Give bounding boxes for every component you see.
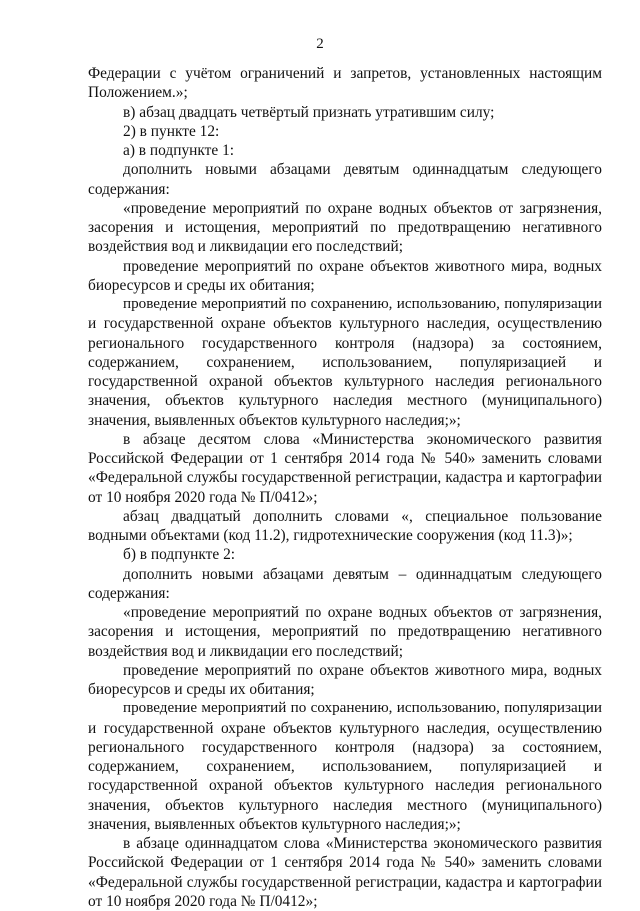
text-line: биоресурсов и среды их обитания; [88, 681, 315, 698]
text-line: значения, выявленных объектов культурного наследия;»; [88, 411, 461, 429]
text-line: от 10 ноября 2020 года № П/0412»; [88, 892, 318, 910]
text-line: «Федеральной службы государственной регистрации, кадастра и картографии [88, 469, 602, 487]
text-line: содержанием, сохранением, использованием, популяризацией и [88, 758, 602, 775]
text-line: биоресурсов и среды их обитания; [88, 276, 315, 294]
text-line: 2) в пункте 12: [123, 122, 220, 140]
text-line: значения, объектов культурного наследия местного (муниципального) [88, 392, 602, 410]
text-line: проведение мероприятий по сохранению, использованию, популяризации [123, 296, 602, 312]
text-line: и государственной охране объектов культурного наследия, осуществлению [88, 719, 602, 737]
text-line: в абзаце десятом слова «Министерства экономического развития [123, 430, 602, 448]
text-line: проведение мероприятий по охране объектов животного мира, водных [123, 257, 602, 275]
text-line: содержания: [88, 584, 170, 602]
text-line: значения, объектов культурного наследия местного (муниципального) [88, 796, 602, 814]
text-line: от 10 ноября 2020 года № П/0412»; [88, 488, 318, 506]
text-line: дополнить новыми абзацами девятым одиннадцатым следующего [123, 161, 602, 179]
text-line: засорения и истощения, мероприятий по предотвращению негативного [88, 623, 602, 641]
text-line: «Федеральной службы государственной регистрации, кадастра и картографии [88, 873, 602, 891]
text-line: дополнить новыми абзацами девятым – одиннадцатым следующего [123, 565, 602, 583]
text-line: засорения и истощения, мероприятий по предотвращению негативного [88, 219, 602, 236]
text-line: в абзаце одиннадцатом слова «Министерства экономического развития [123, 835, 602, 852]
text-line: содержания: [88, 180, 170, 198]
text-line: «проведение мероприятий по охране водных объектов от загрязнения, [123, 199, 602, 217]
text-line: «проведение мероприятий по охране водных объектов от загрязнения, [123, 604, 602, 621]
text-line: Российской Федерации от 1 сентября 2014 года № 540» заменить словами [88, 854, 602, 872]
text-line: Российской Федерации от 1 сентября 2014 года № 540» заменить словами [88, 450, 602, 467]
text-line: Федерации с учётом ограничений и запретов, установленных настоящим [88, 65, 602, 82]
text-line: проведение мероприятий по сохранению, использованию, популяризации [123, 700, 602, 717]
document-body [88, 64, 602, 911]
text-line: б) в подпункте 2: [123, 546, 236, 564]
text-line: регионального государственного контроля (надзора) за состоянием, [88, 334, 602, 352]
text-line: содержанием, сохранением, использованием, популяризацией и [88, 353, 602, 371]
text-line: воздействия вод и ликвидации его последствий; [88, 238, 403, 256]
text-line: в) абзац двадцать четвёртый признать утратившим силу; [123, 103, 495, 121]
text-line: а) в подпункте 1: [123, 142, 235, 159]
page-number: 2 [316, 36, 324, 52]
text-line: проведение мероприятий по охране объектов животного мира, водных [123, 661, 602, 679]
text-line: и государственной охране объектов культурного наследия, осуществлению [88, 315, 602, 333]
text-line: значения, выявленных объектов культурного наследия;»; [88, 815, 461, 833]
text-line: воздействия вод и ликвидации его последствий; [88, 642, 403, 660]
text-line: государственной охраной объектов культурного наследия регионального [88, 373, 602, 390]
text-line: абзац двадцатый дополнить словами «, специальное пользование [123, 507, 602, 525]
text-line: регионального государственного контроля (надзора) за состоянием, [88, 738, 602, 756]
text-line: водными объектами (код 11.2), гидротехнические сооружения (код 11.3)»; [88, 527, 573, 544]
text-line: государственной охраной объектов культурного наследия регионального [88, 777, 602, 795]
text-line: Положением.»; [88, 84, 188, 102]
